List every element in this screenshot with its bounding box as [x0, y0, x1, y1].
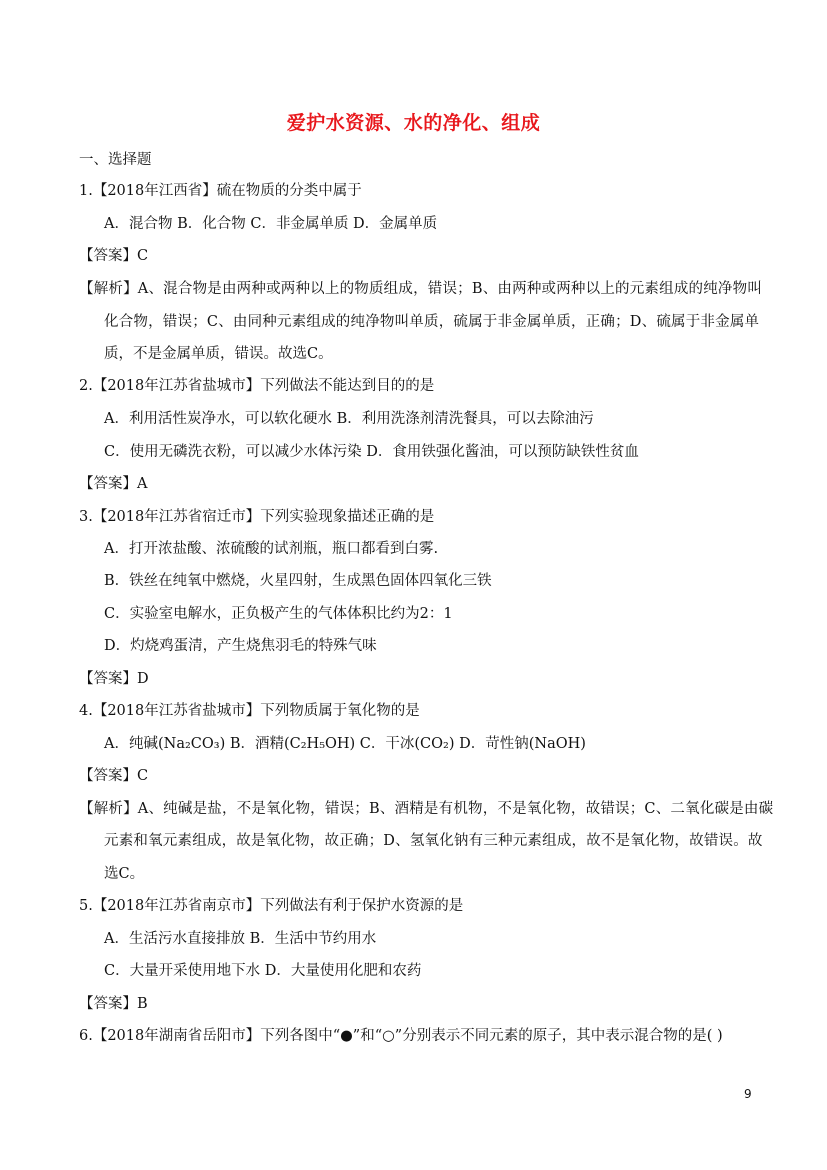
- question-2-options-ab: A．利用活性炭净水，可以软化硬水 B．利用洗涤剂清洗餐具，可以去除油污: [104, 411, 594, 427]
- question-4-answer: 【答案】C: [79, 768, 149, 784]
- question-5-options-cd: C．大量开采使用地下水 D．大量使用化肥和农药: [104, 963, 422, 979]
- question-1-analysis-line-3: 质，不是金属单质，错误。故选C。: [104, 346, 333, 362]
- question-3-option-b: B．铁丝在纯氧中燃烧，火星四射，生成黑色固体四氧化三铁: [104, 573, 492, 589]
- question-2-answer: 【答案】A: [79, 476, 148, 492]
- question-6-stem: 6.【2018年湖南省岳阳市】下列各图中“●”和“○”分别表示不同元素的原子，其中表示混合物的是( ): [79, 1028, 723, 1044]
- question-2-options-cd: C．使用无磷洗衣粉，可以减少水体污染 D．食用铁强化酱油，可以预防缺铁性贫血: [104, 444, 639, 460]
- question-3-answer: 【答案】D: [79, 671, 149, 687]
- question-1-answer: 【答案】C: [79, 248, 149, 264]
- question-1-stem: 1.【2018年江西省】硫在物质的分类中属于: [79, 183, 362, 199]
- question-4-stem: 4.【2018年江苏省盐城市】下列物质属于氧化物的是: [79, 703, 420, 719]
- question-1-analysis-line-1: 【解析】A、混合物是由两种或两种以上的物质组成，错误；B、由两种或两种以上的元素组成的纯净物叫: [79, 281, 763, 297]
- question-3-stem: 3.【2018年江苏省宿迁市】下列实验现象描述正确的是: [79, 509, 435, 525]
- question-3-option-c: C．实验室电解水，正负极产生的气体体积比约为2：1: [104, 606, 453, 622]
- question-3-option-a: A．打开浓盐酸、浓硫酸的试剂瓶，瓶口都看到白雾.: [104, 541, 439, 557]
- section-heading: 一、选择题: [79, 152, 152, 168]
- question-4-analysis-line-1: 【解析】A、纯碱是盐，不是氧化物，错误；B、酒精是有机物，不是氧化物，故错误；C、二氧化碳是由碳: [79, 801, 774, 817]
- question-2-stem: 2.【2018年江苏省盐城市】下列做法不能达到目的的是: [79, 378, 435, 394]
- page-number: 9: [744, 1087, 752, 1101]
- question-1-options: A．混合物 B．化合物 C．非金属单质 D．金属单质: [104, 216, 438, 232]
- document-title: 爱护水资源、水的净化、组成: [286, 112, 541, 134]
- question-3-option-d: D．灼烧鸡蛋清，产生烧焦羽毛的特殊气味: [104, 638, 377, 654]
- question-5-stem: 5.【2018年江苏省南京市】下列做法有利于保护水资源的是: [79, 898, 464, 914]
- question-4-analysis-line-3: 选C。: [104, 866, 145, 882]
- question-4-options: A．纯碱(Na₂CO₃) B．酒精(C₂H₅OH) C．干冰(CO₂) D．苛性钠(NaOH): [104, 736, 586, 752]
- question-5-answer: 【答案】B: [79, 996, 148, 1012]
- question-1-analysis-line-2: 化合物，错误；C、由同种元素组成的纯净物叫单质，硫属于非金属单质，正确；D、硫属于非金属单: [104, 314, 760, 330]
- question-4-analysis-line-2: 元素和氧元素组成，故是氧化物，故正确；D、氢氧化钠有三种元素组成，故不是氧化物，故错误。故: [104, 833, 763, 849]
- question-5-options-ab: A．生活污水直接排放 B．生活中节约用水: [104, 931, 377, 947]
